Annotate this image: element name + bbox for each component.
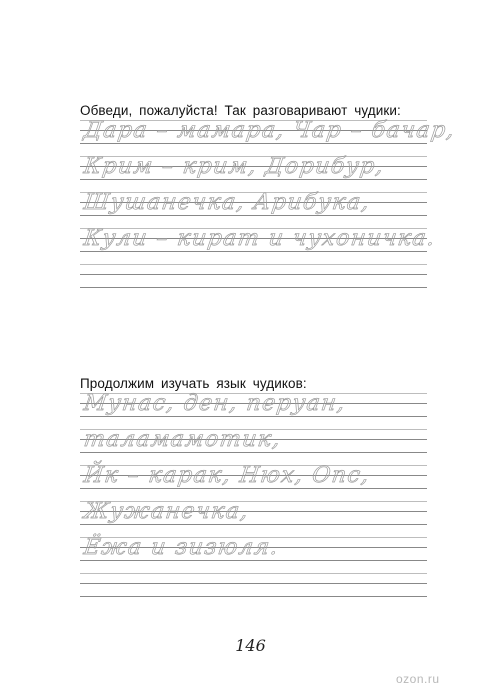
ruled-line: [80, 264, 427, 265]
tracing-line: Кули – кират и чухоничка.: [82, 226, 438, 251]
ruled-line: [80, 573, 427, 574]
ruled-line: [80, 488, 427, 489]
watermark: ozon.ru: [396, 672, 440, 686]
tracing-line: Мунас, ден, перуан,: [82, 391, 348, 416]
ruled-line: [80, 287, 427, 288]
page-number: 146: [235, 636, 266, 655]
tracing-line: Шушанечка, Арибука,: [82, 190, 372, 215]
ruled-line: [80, 560, 427, 561]
ruled-line: [80, 274, 427, 275]
exercise-2-writing-area: [80, 393, 427, 609]
tracing-line: таламамотик,: [82, 427, 283, 452]
ruled-line: [80, 583, 427, 584]
ruled-line: [80, 215, 427, 216]
exercise-1-prompt: Обведи, пожалуйста! Так разговаривают чудики:: [80, 103, 401, 118]
tracing-line: Жужанечка,: [82, 499, 251, 524]
exercise-2-prompt: Продолжим изучать язык чудиков:: [80, 376, 307, 391]
tracing-line: Крим – крим, Дорибур,: [82, 154, 387, 179]
ruled-line: [80, 416, 427, 417]
tracing-line: Йк – карак, Нюх, Опс,: [82, 463, 372, 488]
tracing-line: Ёжа и зизюля.: [82, 535, 281, 560]
ruled-line: [80, 452, 427, 453]
ruled-line: [80, 143, 427, 144]
ruled-line: [80, 596, 427, 597]
ruled-line: [80, 179, 427, 180]
ruled-line: [80, 251, 427, 252]
exercise-1-writing-area: [80, 118, 457, 300]
tracing-line: Дара – мамара, Чар – бачар,: [82, 118, 457, 143]
ruled-line: [80, 524, 427, 525]
